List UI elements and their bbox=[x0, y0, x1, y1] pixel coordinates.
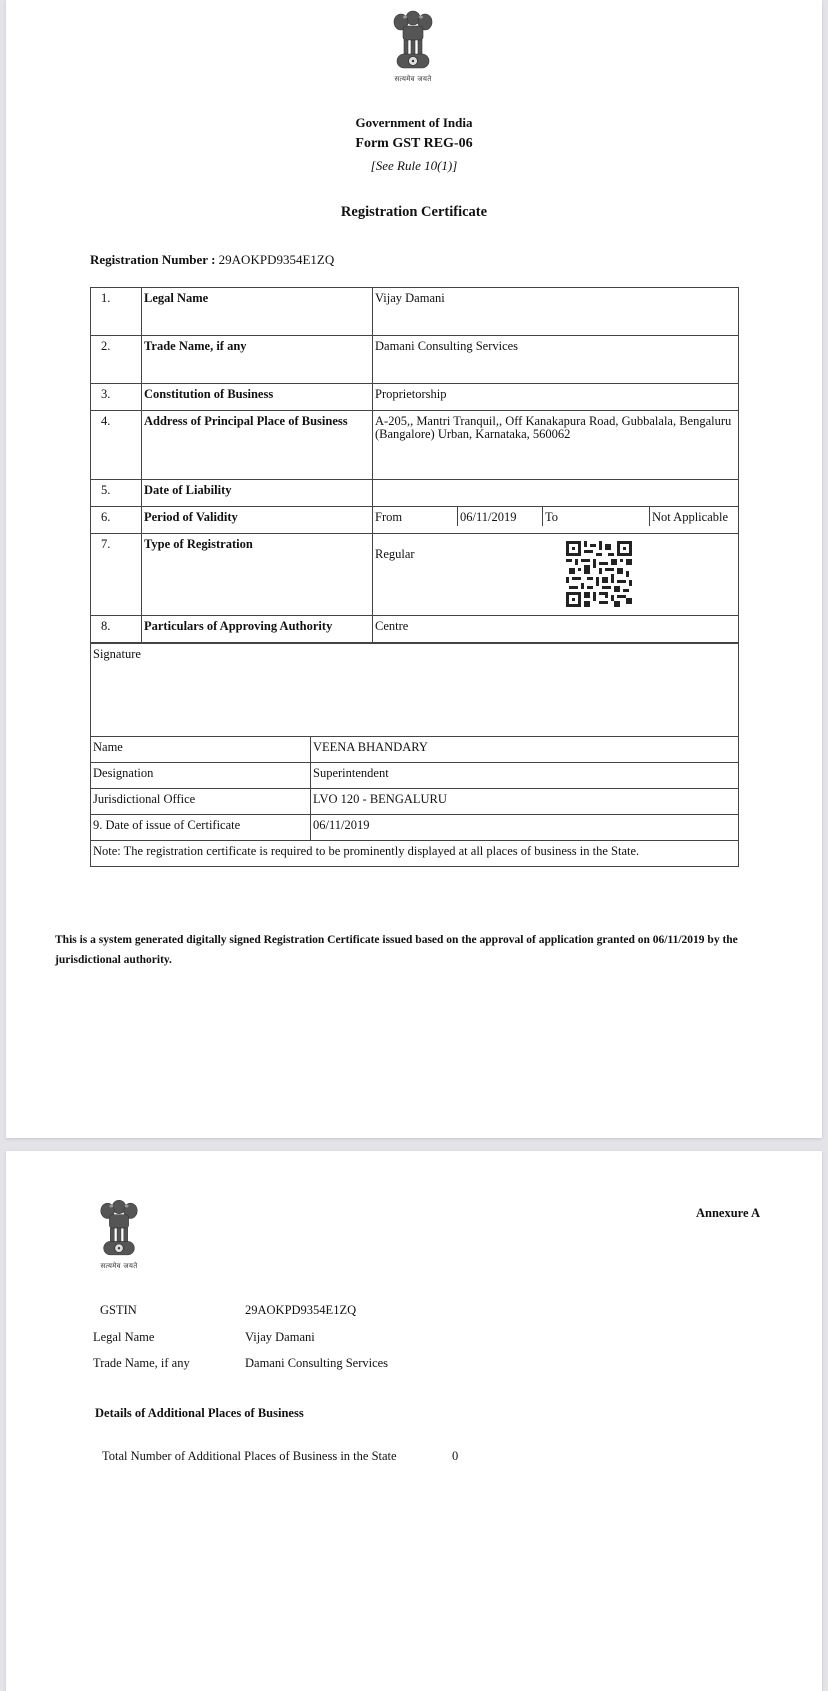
certificate-title: Registration Certificate bbox=[340, 204, 488, 220]
legal-name-label: Legal Name bbox=[93, 1330, 155, 1344]
national-emblem bbox=[96, 1197, 142, 1271]
row-label: Period of Validity bbox=[142, 507, 373, 534]
qr-code-icon bbox=[566, 540, 632, 608]
table-row bbox=[91, 411, 739, 480]
row-label: Address of Principal Place of Business bbox=[142, 411, 373, 480]
legal-name-value: Vijay Damani bbox=[245, 1330, 315, 1344]
date-of-liability-value bbox=[373, 480, 739, 507]
table-row bbox=[91, 815, 739, 841]
issue-date-label: 9. Date of issue of Certificate bbox=[91, 815, 311, 841]
row-label: Date of Liability bbox=[142, 480, 373, 507]
from-label: From bbox=[373, 507, 458, 526]
table-row bbox=[91, 737, 739, 763]
approving-authority-value: Centre bbox=[373, 616, 739, 643]
table-row bbox=[91, 534, 739, 616]
registration-number-label: Registration Number : bbox=[90, 252, 216, 267]
emblem-motto: सत्यमेव जयते bbox=[394, 75, 432, 83]
row-label: Constitution of Business bbox=[142, 384, 373, 411]
trade-name-value: Damani Consulting Services bbox=[245, 1356, 389, 1370]
row-number: 5. bbox=[91, 480, 142, 507]
signature-row bbox=[91, 644, 739, 737]
constitution-value: Proprietorship bbox=[373, 384, 739, 411]
row-number: 3. bbox=[91, 384, 142, 411]
registration-number-value: 29AOKPD9354E1ZQ bbox=[218, 252, 335, 267]
certificate-page-1 bbox=[6, 0, 822, 1138]
address-value: A-205,, Mantri Tranquil,, Off Kanakapura Road, Gubbalala, Bengaluru (Bangalore) Urban, Karnataka, 560062 bbox=[373, 411, 739, 480]
annexure-title: Annexure A bbox=[695, 1206, 760, 1220]
to-value: Not Applicable bbox=[652, 510, 729, 524]
validity-subtable bbox=[373, 507, 738, 526]
table-row bbox=[91, 616, 739, 643]
form-title: Form GST REG-06 bbox=[355, 136, 473, 151]
row-number: 2. bbox=[91, 336, 142, 384]
national-emblem bbox=[389, 8, 437, 84]
registration-type-value: Regular bbox=[375, 547, 415, 561]
gstin-value: 29AOKPD9354E1ZQ bbox=[245, 1303, 357, 1317]
to-label: To bbox=[543, 507, 650, 526]
signature-label: Signature bbox=[91, 644, 739, 737]
officer-name-value: VEENA BHANDARY bbox=[311, 737, 739, 763]
emblem-motto: सत्यमेव जयते bbox=[100, 1262, 138, 1270]
national-emblem-icon bbox=[389, 8, 437, 74]
row-label: Type of Registration bbox=[142, 534, 373, 616]
jurisdictional-office-label: Jurisdictional Office bbox=[91, 789, 311, 815]
additional-places-heading: Details of Additional Places of Business bbox=[95, 1406, 304, 1420]
from-value: 06/11/2019 bbox=[458, 507, 543, 526]
table-row bbox=[91, 841, 739, 867]
validity-period-cell bbox=[373, 507, 739, 534]
row-label: Legal Name bbox=[142, 288, 373, 336]
trade-name-label: Trade Name, if any bbox=[93, 1356, 190, 1370]
row-number: 4. bbox=[91, 411, 142, 480]
government-heading: Government of India bbox=[355, 115, 473, 130]
national-emblem-icon bbox=[96, 1197, 142, 1261]
table-row bbox=[91, 384, 739, 411]
registration-type-cell bbox=[373, 534, 739, 616]
signature-table bbox=[90, 643, 739, 867]
table-row bbox=[91, 789, 739, 815]
jurisdictional-office-value: LVO 120 - BENGALURU bbox=[311, 789, 739, 815]
rule-reference: [See Rule 10(1)] bbox=[370, 158, 458, 173]
gstin-label: GSTIN bbox=[100, 1303, 137, 1317]
table-row bbox=[91, 507, 739, 534]
table-row bbox=[91, 336, 739, 384]
additional-places-total bbox=[102, 1449, 459, 1464]
row-label: Particulars of Approving Authority bbox=[142, 616, 373, 643]
row-label: Trade Name, if any bbox=[142, 336, 373, 384]
registration-number bbox=[90, 252, 334, 268]
registration-details-table bbox=[90, 287, 739, 643]
table-row bbox=[91, 763, 739, 789]
legal-name-value: Vijay Damani bbox=[373, 288, 739, 336]
total-value: 0 bbox=[452, 1449, 459, 1463]
table-row bbox=[91, 288, 739, 336]
certificate-page-2 bbox=[6, 1151, 822, 1691]
row-number: 8. bbox=[91, 616, 142, 643]
row-number: 1. bbox=[91, 288, 142, 336]
officer-name-label: Name bbox=[91, 737, 311, 763]
row-number: 7. bbox=[91, 534, 142, 616]
display-note: Note: The registration certificate is required to be prominently displayed at all places of business in the State. bbox=[91, 841, 739, 867]
system-generated-notice: This is a system generated digitally signed Registration Certificate issued based on the approval of application granted on 06/11/2019 by the jurisdictional authority. bbox=[55, 934, 738, 966]
designation-value: Superintendent bbox=[311, 763, 739, 789]
designation-label: Designation bbox=[91, 763, 311, 789]
row-number: 6. bbox=[91, 507, 142, 534]
trade-name-value: Damani Consulting Services bbox=[373, 336, 739, 384]
table-row bbox=[91, 480, 739, 507]
total-label: Total Number of Additional Places of Business in the State bbox=[102, 1449, 397, 1463]
issue-date-value: 06/11/2019 bbox=[311, 815, 739, 841]
